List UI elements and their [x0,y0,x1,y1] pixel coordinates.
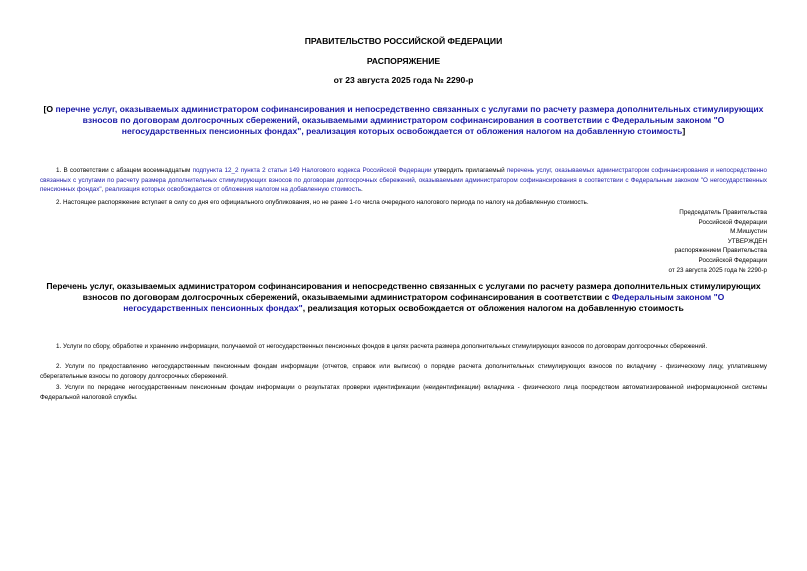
paragraph-1-end: . [361,186,363,194]
paragraph-1-middle: утвердить прилагаемый [431,167,507,174]
paragraph-2-text: 2. Настоящее распоряжение вступает в силу со дня его официального опубликования, но не ранее 1-го числа очередного налогового периода по налогу на добавленную стоимость. [56,199,589,206]
list-item [40,342,767,352]
document-title [40,104,767,138]
approval-line-3: Российской Федерации [698,256,767,264]
title-close-bracket: ] [682,126,686,137]
document-type: РАСПОРЯЖЕНИЕ [366,56,441,66]
list-item-2-text: 2. Услуги по предоставлению негосударственным пенсионным фондам информации (отчетов, справок или выписок) о порядке расчета дополнительных стимулирующих взносов по вкладчику - физическому лицу, уплатившему сберегательные взносы по договору долгосрочных сбережений. [40,363,767,380]
list-item-3-text: 3. Услуги по передаче негосударственным пенсионным фондам информации о результатах проверки идентификации (неидентификации) вкладчика - физического лица посредством автоматизированной информационной системы Федеральной налоговой службы. [40,384,767,401]
approval-line-4: от 23 августа 2025 года № 2290-р [668,266,767,274]
paragraph-1-start: 1. В соответствии с абзацем восемнадцатым [56,167,193,174]
federal-law-link[interactable]: Федеральным законом "О негосударственных пенсионных фондах" [123,292,725,314]
list-title-start: Перечень услуг, оказываемых администратором софинансирования и непосредственно связанных с услугами по расчету размера дополнительных стимулирующих взносов по договорам долгосрочных сбережений, оказываемыми администратором софинансирования в соответствии с [46,281,761,303]
approval-line-1: УТВЕРЖДЕН [727,237,767,245]
signature-line-2: Российской Федерации [698,218,767,226]
services-list-link[interactable]: перечень услуг, оказываемых администратором софинансирования и непосредственно связанных с услугами по расчету размера дополнительных стимулирующих взносов по договорам долгосрочных сбережений, оказываемыми администратором софинансирования в соответствии с Федеральным законом "О негосударственных пенсионных фондах", реализация которых освобождается от обложения налогом на добавленную стоимость [40,167,767,194]
signature-line-3: М.Мишустин [730,228,767,236]
title-link[interactable]: перечне услуг, оказываемых администратором софинансирования и непосредственно связанных с услугами по расчету размера дополнительных стимулирующих взносов по договорам долгосрочных сбережений, оказываемыми администратором софинансирования в соответствии с Федеральным законом "О негосударственных пенсионных фондах", реализация которых освобождается от обложения налогом на добавленную стоимость [55,104,764,137]
document-date-number: от 23 августа 2025 года № 2290-р [333,75,474,85]
approval-line-2: распоряжением Правительства [674,247,767,255]
list-title-end: , реализация которых освобождается от обложения налогом на добавленную стоимость [302,303,684,314]
paragraph-2 [40,198,767,208]
signature-line-1: Председатель Правительства [679,209,767,216]
tax-code-link[interactable]: подпункта 12_2 пункта 2 статьи 149 Налогового кодекса Российской Федерации [192,167,432,174]
list-item [40,362,767,381]
signature-block [467,208,767,275]
paragraph-1 [40,166,767,195]
government-heading: ПРАВИТЕЛЬСТВО РОССИЙСКОЙ ФЕДЕРАЦИИ [304,36,503,46]
title-open-bracket: [О [43,104,56,114]
list-item-1-text: 1. Услуги по сбору, обработке и хранению информации, получаемой от негосударственных пенсионных фондов в целях расчета размера дополнительных стимулирующих взносов по договорам долгосрочных сбережений. [56,343,708,350]
list-title [40,281,767,315]
list-item [40,383,767,402]
